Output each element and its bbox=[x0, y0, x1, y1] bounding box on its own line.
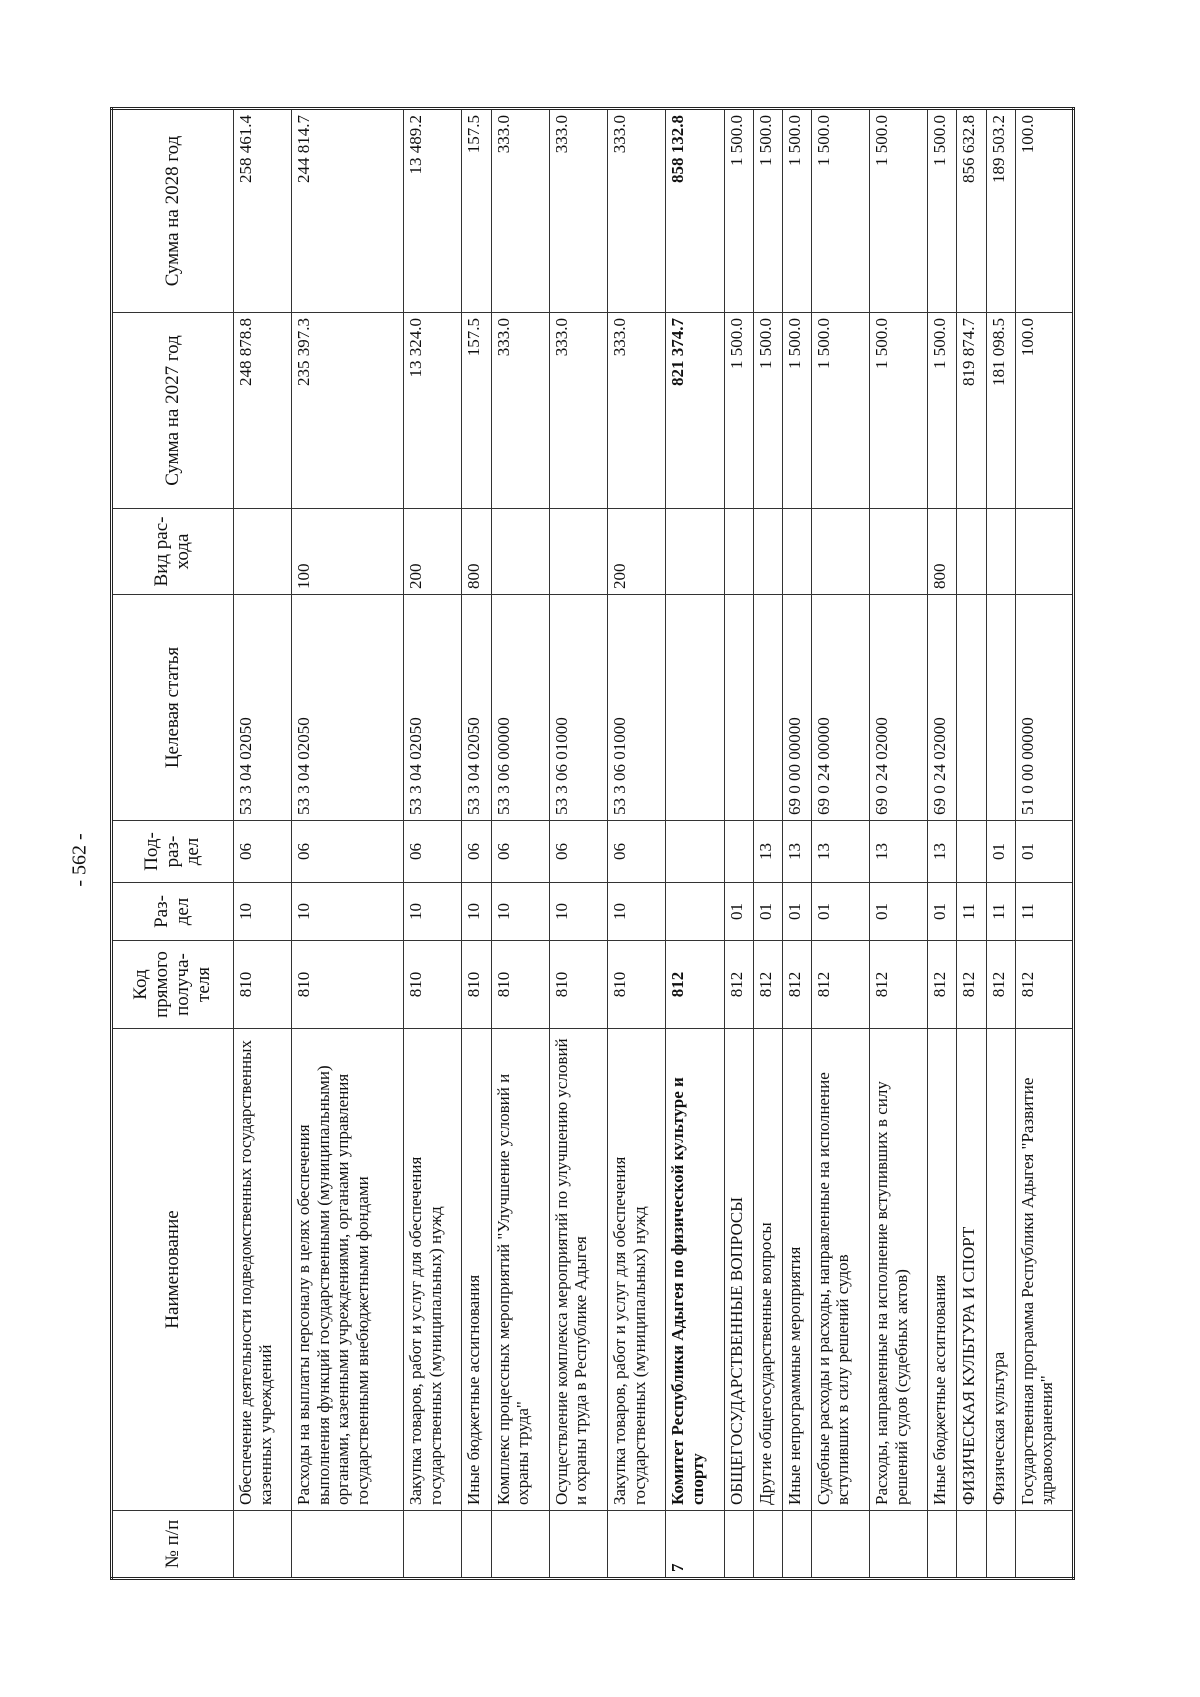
cell-section: 10 bbox=[491, 883, 549, 941]
cell-section: 11 bbox=[986, 883, 1015, 941]
cell-target bbox=[666, 595, 724, 821]
cell-expense-type: 200 bbox=[404, 509, 462, 595]
cell-section: 01 bbox=[724, 883, 753, 941]
cell-expense-type: 100 bbox=[292, 509, 404, 595]
cell-sum-2027: 157.5 bbox=[462, 313, 491, 509]
cell-target: 53 3 04 02050 bbox=[404, 595, 462, 821]
cell-code: 812 bbox=[1015, 941, 1073, 1029]
cell-expense-type bbox=[811, 509, 869, 595]
cell-name: Обеспечение деятельности подведомственных государственных казенных учреждений bbox=[234, 1029, 292, 1511]
table-row bbox=[870, 109, 928, 1579]
cell-name: Расходы на выплаты персоналу в целях обеспечения выполнения функций государственными (муниципальными) органами, казенными учреждениями, органами управления государственными внебюджетными фондами bbox=[292, 1029, 404, 1511]
cell-sum-2028: 13 489.2 bbox=[404, 109, 462, 313]
cell-no bbox=[404, 1511, 462, 1579]
cell-code: 812 bbox=[666, 941, 724, 1029]
cell-no bbox=[928, 1511, 957, 1579]
cell-name: Закупка товаров, работ и услуг для обеспечения государственных (муниципальных) нужд bbox=[608, 1029, 666, 1511]
header-sum-2028: Сумма на 2028 год bbox=[112, 109, 234, 313]
cell-expense-type bbox=[491, 509, 549, 595]
cell-subsection: 01 bbox=[986, 821, 1015, 883]
cell-expense-type: 200 bbox=[608, 509, 666, 595]
cell-code: 810 bbox=[292, 941, 404, 1029]
cell-sum-2027: 333.0 bbox=[491, 313, 549, 509]
cell-sum-2027: 100.0 bbox=[1015, 313, 1073, 509]
cell-section: 01 bbox=[811, 883, 869, 941]
cell-subsection: 01 bbox=[1015, 821, 1073, 883]
cell-code: 812 bbox=[870, 941, 928, 1029]
rotated-page-content bbox=[110, 110, 1075, 1580]
cell-name: Расходы, направленные на исполнение вступивших в силу решений судов (судебных актов) bbox=[870, 1029, 928, 1511]
cell-expense-type bbox=[986, 509, 1015, 595]
cell-section: 01 bbox=[753, 883, 782, 941]
cell-sum-2028: 333.0 bbox=[491, 109, 549, 313]
cell-sum-2028: 1 500.0 bbox=[753, 109, 782, 313]
cell-sum-2027: 181 098.5 bbox=[986, 313, 1015, 509]
cell-subsection bbox=[724, 821, 753, 883]
cell-name: ОБЩЕГОСУДАРСТВЕННЫЕ ВОПРОСЫ bbox=[724, 1029, 753, 1511]
cell-name: Судебные расходы и расходы, направленные на исполнение вступивших в силу решений судов bbox=[811, 1029, 869, 1511]
cell-target bbox=[724, 595, 753, 821]
cell-target bbox=[986, 595, 1015, 821]
cell-subsection: 13 bbox=[753, 821, 782, 883]
cell-section: 10 bbox=[549, 883, 607, 941]
cell-subsection: 13 bbox=[782, 821, 811, 883]
cell-expense-type bbox=[666, 509, 724, 595]
cell-target: 51 0 00 00000 bbox=[1015, 595, 1073, 821]
table-row bbox=[811, 109, 869, 1579]
table-row bbox=[1015, 109, 1073, 1579]
cell-target: 69 0 00 00000 bbox=[782, 595, 811, 821]
table-row bbox=[549, 109, 607, 1579]
cell-section: 10 bbox=[404, 883, 462, 941]
cell-section: 10 bbox=[608, 883, 666, 941]
cell-no bbox=[986, 1511, 1015, 1579]
cell-code: 812 bbox=[986, 941, 1015, 1029]
cell-expense-type bbox=[234, 509, 292, 595]
cell-code: 812 bbox=[753, 941, 782, 1029]
cell-sum-2027: 248 878.8 bbox=[234, 313, 292, 509]
cell-sum-2028: 856 632.8 bbox=[957, 109, 986, 313]
header-target: Целевая статья bbox=[112, 595, 234, 821]
header-section: Раз-дел bbox=[112, 883, 234, 941]
cell-name: Иные бюджетные ассигнования bbox=[928, 1029, 957, 1511]
cell-expense-type bbox=[957, 509, 986, 595]
cell-no bbox=[870, 1511, 928, 1579]
cell-name: Иные непрограммные мероприятия bbox=[782, 1029, 811, 1511]
cell-code: 810 bbox=[549, 941, 607, 1029]
cell-code: 812 bbox=[782, 941, 811, 1029]
cell-sum-2028: 100.0 bbox=[1015, 109, 1073, 313]
cell-no bbox=[608, 1511, 666, 1579]
cell-subsection: 06 bbox=[234, 821, 292, 883]
cell-sum-2027: 333.0 bbox=[549, 313, 607, 509]
cell-target: 53 3 04 02050 bbox=[462, 595, 491, 821]
cell-no bbox=[234, 1511, 292, 1579]
cell-section: 01 bbox=[870, 883, 928, 941]
cell-sum-2027: 1 500.0 bbox=[753, 313, 782, 509]
cell-sum-2027: 1 500.0 bbox=[782, 313, 811, 509]
cell-subsection bbox=[957, 821, 986, 883]
cell-code: 812 bbox=[724, 941, 753, 1029]
cell-target: 69 0 24 00000 bbox=[811, 595, 869, 821]
cell-sum-2028: 157.5 bbox=[462, 109, 491, 313]
cell-sum-2027: 821 374.7 bbox=[666, 313, 724, 509]
cell-target bbox=[753, 595, 782, 821]
cell-section: 11 bbox=[957, 883, 986, 941]
page-number: - 562 - bbox=[68, 833, 91, 887]
table-row bbox=[724, 109, 753, 1579]
cell-sum-2027: 1 500.0 bbox=[928, 313, 957, 509]
cell-section: 10 bbox=[462, 883, 491, 941]
header-code: Код прямого получа-теля bbox=[112, 941, 234, 1029]
cell-no bbox=[753, 1511, 782, 1579]
cell-section: 11 bbox=[1015, 883, 1073, 941]
cell-code: 812 bbox=[928, 941, 957, 1029]
cell-no bbox=[549, 1511, 607, 1579]
cell-sum-2027: 1 500.0 bbox=[811, 313, 869, 509]
cell-sum-2028: 189 503.2 bbox=[986, 109, 1015, 313]
cell-name: Осуществление комплекса мероприятий по улучшению условий и охраны труда в Республике Адыгея bbox=[549, 1029, 607, 1511]
cell-section: 01 bbox=[782, 883, 811, 941]
cell-expense-type bbox=[782, 509, 811, 595]
cell-sum-2028: 1 500.0 bbox=[870, 109, 928, 313]
table-row bbox=[986, 109, 1015, 1579]
cell-subsection: 13 bbox=[870, 821, 928, 883]
cell-subsection: 06 bbox=[462, 821, 491, 883]
table-row bbox=[928, 109, 957, 1579]
table-row bbox=[753, 109, 782, 1579]
cell-sum-2027: 333.0 bbox=[608, 313, 666, 509]
cell-target: 53 3 06 01000 bbox=[549, 595, 607, 821]
cell-name: Закупка товаров, работ и услуг для обеспечения государственных (муниципальных) нужд bbox=[404, 1029, 462, 1511]
cell-code: 812 bbox=[957, 941, 986, 1029]
cell-subsection: 06 bbox=[549, 821, 607, 883]
cell-subsection: 06 bbox=[292, 821, 404, 883]
cell-target: 53 3 04 02050 bbox=[234, 595, 292, 821]
cell-name: Государственная программа Республики Адыгея "Развитие здравоохранения" bbox=[1015, 1029, 1073, 1511]
cell-section bbox=[666, 883, 724, 941]
cell-code: 810 bbox=[404, 941, 462, 1029]
cell-target: 69 0 24 02000 bbox=[928, 595, 957, 821]
cell-sum-2028: 258 461.4 bbox=[234, 109, 292, 313]
table-row bbox=[666, 109, 724, 1579]
cell-code: 810 bbox=[491, 941, 549, 1029]
table-row bbox=[292, 109, 404, 1579]
cell-sum-2028: 1 500.0 bbox=[782, 109, 811, 313]
cell-sum-2027: 819 874.7 bbox=[957, 313, 986, 509]
cell-target: 53 3 04 02050 bbox=[292, 595, 404, 821]
cell-subsection: 13 bbox=[811, 821, 869, 883]
cell-subsection: 06 bbox=[404, 821, 462, 883]
header-expense-type: Вид рас-хода bbox=[112, 509, 234, 595]
table-row bbox=[462, 109, 491, 1579]
cell-code: 810 bbox=[462, 941, 491, 1029]
cell-name: Другие общегосударственные вопросы bbox=[753, 1029, 782, 1511]
table-row bbox=[234, 109, 292, 1579]
header-sum-2027: Сумма на 2027 год bbox=[112, 313, 234, 509]
cell-no bbox=[724, 1511, 753, 1579]
cell-subsection: 13 bbox=[928, 821, 957, 883]
cell-sum-2027: 235 397.3 bbox=[292, 313, 404, 509]
table-row bbox=[491, 109, 549, 1579]
table-row bbox=[782, 109, 811, 1579]
cell-target bbox=[957, 595, 986, 821]
cell-section: 10 bbox=[234, 883, 292, 941]
cell-expense-type bbox=[1015, 509, 1073, 595]
cell-name: Иные бюджетные ассигнования bbox=[462, 1029, 491, 1511]
cell-sum-2028: 1 500.0 bbox=[811, 109, 869, 313]
cell-sum-2028: 1 500.0 bbox=[724, 109, 753, 313]
cell-subsection: 06 bbox=[491, 821, 549, 883]
cell-target: 53 3 06 00000 bbox=[491, 595, 549, 821]
cell-name: Комплекс процессных мероприятий "Улучшение условий и охраны труда" bbox=[491, 1029, 549, 1511]
cell-sum-2028: 244 814.7 bbox=[292, 109, 404, 313]
cell-sum-2028: 333.0 bbox=[608, 109, 666, 313]
table-body bbox=[234, 109, 1074, 1579]
cell-no bbox=[782, 1511, 811, 1579]
cell-no bbox=[1015, 1511, 1073, 1579]
cell-no bbox=[957, 1511, 986, 1579]
table-row bbox=[404, 109, 462, 1579]
cell-no bbox=[462, 1511, 491, 1579]
budget-table bbox=[110, 107, 1075, 1580]
header-name: Наименование bbox=[112, 1029, 234, 1511]
table-row bbox=[608, 109, 666, 1579]
cell-sum-2028: 333.0 bbox=[549, 109, 607, 313]
cell-code: 810 bbox=[608, 941, 666, 1029]
cell-name: ФИЗИЧЕСКАЯ КУЛЬТУРА И СПОРТ bbox=[957, 1029, 986, 1511]
cell-expense-type bbox=[753, 509, 782, 595]
cell-expense-type bbox=[870, 509, 928, 595]
cell-target: 53 3 06 01000 bbox=[608, 595, 666, 821]
header-subsection: Под-раз-дел bbox=[112, 821, 234, 883]
cell-subsection bbox=[666, 821, 724, 883]
cell-expense-type bbox=[724, 509, 753, 595]
header-no: № п/п bbox=[112, 1511, 234, 1579]
cell-expense-type bbox=[549, 509, 607, 595]
cell-sum-2027: 13 324.0 bbox=[404, 313, 462, 509]
cell-target: 69 0 24 02000 bbox=[870, 595, 928, 821]
cell-sum-2028: 858 132.8 bbox=[666, 109, 724, 313]
table-header-row bbox=[112, 109, 234, 1579]
cell-code: 812 bbox=[811, 941, 869, 1029]
cell-expense-type: 800 bbox=[462, 509, 491, 595]
cell-expense-type: 800 bbox=[928, 509, 957, 595]
cell-no bbox=[811, 1511, 869, 1579]
cell-no: 7 bbox=[666, 1511, 724, 1579]
cell-no bbox=[491, 1511, 549, 1579]
cell-code: 810 bbox=[234, 941, 292, 1029]
cell-subsection: 06 bbox=[608, 821, 666, 883]
cell-sum-2027: 1 500.0 bbox=[724, 313, 753, 509]
cell-no bbox=[292, 1511, 404, 1579]
cell-name: Комитет Республики Адыгея по физической культуре и спорту bbox=[666, 1029, 724, 1511]
cell-section: 01 bbox=[928, 883, 957, 941]
table-row bbox=[957, 109, 986, 1579]
cell-name: Физическая культура bbox=[986, 1029, 1015, 1511]
cell-section: 10 bbox=[292, 883, 404, 941]
cell-sum-2027: 1 500.0 bbox=[870, 313, 928, 509]
cell-sum-2028: 1 500.0 bbox=[928, 109, 957, 313]
